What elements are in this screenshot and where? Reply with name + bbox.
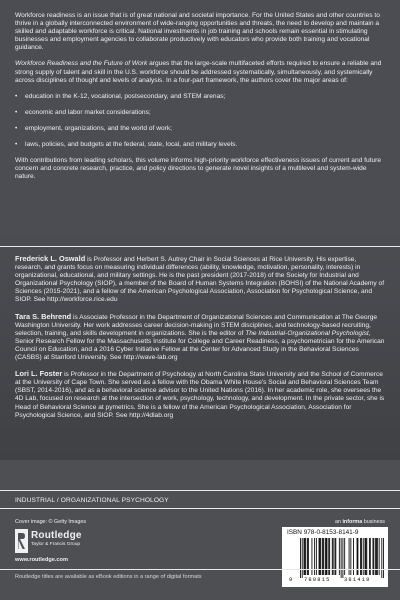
- cover-credit: Cover image: © Getty Images: [15, 519, 87, 525]
- author-bio-text: is Professor and Herbert S. Autrey Chair in Social Sciences at Rice University. His expertise, research, and grants focus on measuring individual differences (ability, knowledge, motivation, personality, interests) in organizational, educational, and military settings. He is the past president (2017-2018) of the Society for Industrial and Organizational Psychology (SIOP), a member of the Board of Human Systems Integration (BOHSI) of the National Academy of Sciences (2015-2021), and a fellow of the American Psychological Association, Association for Psychological Science, and SIOP. See http://workforce.rice.edu: [15, 256, 385, 304]
- author-bio: [15, 255, 385, 305]
- author-name: Lori L. Foster: [15, 369, 63, 379]
- barcode-bar: [302, 538, 303, 578]
- isbn-label: ISBN 978-0-8153-8141-9: [287, 529, 359, 536]
- author-bio-text: , Senior Research Fellow for the Massachusetts Institute for College and Career Readiness, a psychometrician for the American Council on Education, and a 2016 Cyber Initiative Fellow at the Center for Advanced Study in the Behavioral Sciences (CASBS) at Stanford University. See http://wave-lab.org: [15, 329, 385, 362]
- barcode-bar: [341, 538, 342, 578]
- topic-item: [15, 93, 385, 101]
- bullet-icon: •: [15, 124, 18, 132]
- divider-bottom: [0, 569, 400, 570]
- topic-item: [15, 141, 385, 149]
- topic-item: [15, 109, 385, 117]
- barcode-bar: [381, 538, 382, 578]
- description-paragraph-3: With contributions from leading scholars, this volume informs high-priority workforce effectiveness issues of current and future concern and concrete research, practice, and policy directions to generate novel insights of a multilevel and system-wide nature.: [15, 157, 381, 181]
- subject-category: INDUSTRIAL / ORGANIZATIONAL PSYCHOLOGY: [15, 497, 169, 504]
- routledge-r-icon: [15, 529, 28, 553]
- publisher-website[interactable]: www.routledge.com: [15, 557, 68, 563]
- barcode-bar: [300, 538, 301, 578]
- publisher-name: Routledge: [31, 530, 82, 541]
- topic-text: laws, policies, and budgets at the federal, state, local, and military levels.: [25, 141, 238, 149]
- informa-suffix: business: [362, 519, 385, 525]
- bullet-icon: •: [15, 92, 18, 100]
- isbn-barcode-box: [282, 527, 388, 587]
- description-paragraph-1: Workforce readiness is an issue that is of great national and societal importance. For the United States and other countries to thrive in a globally interconnected environment of wide-ranging opportunities and threats, the need to develop and maintain a skilled and adaptable workforce is critical. National investments in job training and schools remain essential in stimulating businesses and employment agencies to collaborate productively with educators who provide both training and vocational guidance.: [15, 12, 380, 52]
- bullet-icon: •: [15, 108, 18, 116]
- divider-top: [0, 246, 400, 247]
- book-title: Workforce Readiness and the Future of Work: [15, 60, 148, 68]
- barcode-left-group: 780815: [304, 577, 331, 583]
- author-bios: [15, 255, 385, 428]
- author-bio: [15, 370, 385, 420]
- topic-item: [15, 125, 385, 133]
- book-description: [15, 12, 385, 189]
- author-bio-text: is Associate Professor in the Department of Organizational Sciences and Communication at The George Washington University. Her work addresses career decision-making in STEM disciplines, and technology-based recruiting, selection, training, and skills development in organizations. She is the editor of: [15, 313, 378, 337]
- author-bio-text: is Professor in the Department of Psychology at North Carolina State University and the School of Commerce at the University of Cape Town. She served as a fellow with the Obama White House's Social and Behavioral Sciences Team (SBST, 2014-2016), and as a behavioral science advisor to the United Nations (2016). In her academic role, she oversees the 4D Lab, focused on research at the intersection of work, psychology, technology, and development. In the private sector, she is Head of Behavioral Science at pymetrics. She is a fellow of the American Psychological Association, Association for Psychological Science, and SIOP. See http://4dlab.org: [15, 371, 385, 419]
- author-name: Frederick L. Oswald: [15, 254, 86, 263]
- divider-category-top: [0, 490, 400, 491]
- barcode-bar: [342, 538, 343, 578]
- topic-text: education in the K-12, vocational, postsecondary, and STEM arenas;: [25, 92, 226, 100]
- description-paragraph-2: [15, 60, 385, 84]
- description-paragraph-2-text: argues that the large-scale multifaceted efforts required to ensure a reliable and strong supply of talent and skill in the U.S. workforce should be addressed systematically, simultaneously, and systemically across disciplines of thought and levels of analysis. In a four-part framework, the authors cover the major areas of:: [15, 60, 382, 84]
- divider-category-bottom: [0, 508, 400, 509]
- informa-brand: informa: [342, 519, 363, 525]
- informa-prefix: an: [334, 519, 343, 525]
- bullet-icon: •: [15, 141, 18, 149]
- topic-list: [15, 93, 385, 149]
- informa-tagline: [335, 519, 385, 525]
- barcode: [300, 538, 384, 578]
- barcode-right-group: 381419: [344, 577, 371, 583]
- topic-text: economic and labor market considerations;: [25, 108, 151, 116]
- topic-text: employment, organizations, and the world of work;: [25, 124, 172, 132]
- barcode-first-digit: 9: [289, 577, 293, 583]
- ebook-note: Routledge titles are available as eBook editions in a range of digital formats: [15, 574, 202, 580]
- publisher-group: Taylor & Francis Group: [31, 542, 81, 547]
- barcode-bar: [383, 538, 384, 578]
- journal-title: The Industrial-Organizational Psychologist: [245, 329, 369, 337]
- author-name: Tara S. Behrend: [15, 311, 72, 321]
- author-bio: [15, 313, 385, 363]
